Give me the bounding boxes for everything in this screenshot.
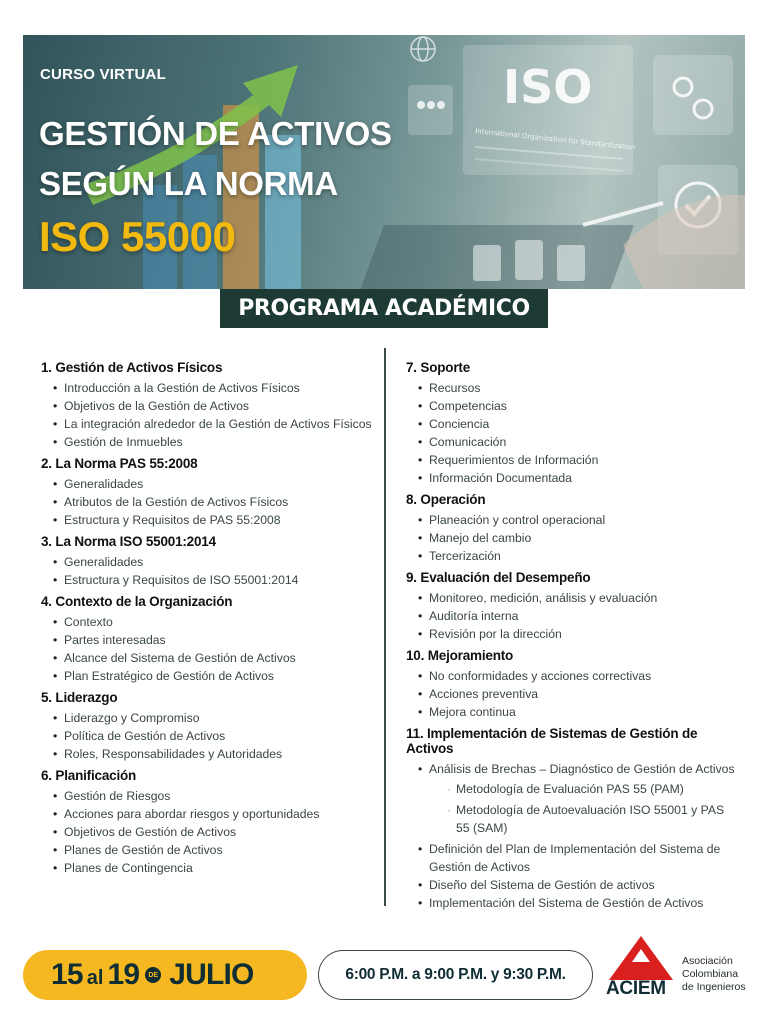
globe-icon [411,37,435,61]
section-topic-list [41,379,376,451]
program-section [41,534,376,589]
topic-item: • Partes interesadas [53,631,376,649]
program-section [41,768,376,877]
section-title: 3. La Norma ISO 55001:2014 [41,534,216,549]
screen-org-text: International Organization for Standardization [474,127,636,152]
section-topic-list [41,787,376,877]
date-end: 19 [107,958,140,991]
section-title: 6. Planificación [41,768,137,783]
column-divider [384,348,386,906]
topic-item: • Contexto [53,613,376,631]
topic-item: • Política de Gestión de Activos [53,727,376,745]
pen-graphic [583,203,663,225]
topic-item: • Estructura y Requisitos de PAS 55:2008 [53,511,376,529]
org-line-1: Asociación [682,955,733,967]
date-start: 15 [51,958,83,991]
topic-item: • Planeación y control operacional [418,511,736,529]
topic-item: • Atributos de la Gestión de Activos Físicos [53,493,376,511]
hero-banner [23,35,745,289]
section-title: 5. Liderazgo [41,690,118,705]
topic-item: • Implementación del Sistema de Gestión de Activos [418,894,736,912]
aciem-triangle-icon [608,935,674,981]
date-badge [23,950,307,1000]
course-type-label: CURSO VIRTUAL [40,66,166,83]
topic-item: • Objetivos de la Gestión de Activos [53,397,376,415]
topic-item: • Tercerización [418,547,736,565]
topic-item: • Competencias [418,397,736,415]
topic-item: • Definición del Plan de Implementación del Sistema de Gestión de Activos [418,840,736,876]
section-title: 2. La Norma PAS 55:2008 [41,456,198,471]
topic-item: • Roles, Responsabilidades y Autoridades [53,745,376,763]
date-month: JULIO [169,958,254,991]
topic-item [418,760,736,837]
topic-item: • Generalidades [53,475,376,493]
program-section [41,360,376,451]
topic-item: • Acciones preventiva [418,685,736,703]
subtopic-list [429,780,736,837]
section-topic-list [406,760,736,912]
topic-item: • Conciencia [418,415,736,433]
section-topic-list [406,379,736,487]
section-topic-list [41,613,376,685]
topic-item: • Alcance del Sistema de Gestión de Activos [53,649,376,667]
section-topic-list [41,553,376,589]
program-right-column [406,360,736,917]
org-line-2: Colombiana [682,968,739,980]
topic-item: • Plan Estratégico de Gestión de Activos [53,667,376,685]
logo-wordmark: ACIEM [606,978,666,999]
section-title: 9. Evaluación del Desempeño [406,570,591,585]
program-section [406,360,736,487]
topic-item: • Planes de Contingencia [53,859,376,877]
program-section [406,570,736,643]
topic-item: • Requerimientos de Información [418,451,736,469]
topic-item: • Diseño del Sistema de Gestión de activos [418,876,736,894]
section-title: 11. Implementación de Sistemas de Gestión de Activos [406,726,698,756]
people-icon [417,101,445,109]
program-section [406,726,736,912]
program-left-column [41,360,376,882]
topic-item: • La integración alrededor de la Gestión de Activos Físicos [53,415,376,433]
hero-title-iso: ISO 55000 [39,213,236,260]
program-section [41,690,376,763]
hero-title-line1: GESTIÓN DE ACTIVOS [39,115,392,152]
section-topic-list [41,709,376,763]
section-title: 1. Gestión de Activos Físicos [41,360,223,375]
section-topic-list [406,667,736,721]
subtopic-item: · Metodología de Autoevaluación ISO 55001 y PAS 55 (SAM) [447,801,736,837]
topic-item: • Generalidades [53,553,376,571]
topic-item: • Objetivos de Gestión de Activos [53,823,376,841]
topic-item: • Auditoría interna [418,607,736,625]
topic-item: • Mejora continua [418,703,736,721]
topic-item: • Liderazgo y Compromiso [53,709,376,727]
date-de-badge: DE [145,967,161,983]
section-topic-list [406,589,736,643]
section-topic-list [406,511,736,565]
org-line-3: de Ingenieros [682,981,746,993]
program-section [406,648,736,721]
program-section [41,456,376,529]
program-section [406,492,736,565]
topic-item: • Introducción a la Gestión de Activos Físicos [53,379,376,397]
section-topic-list [41,475,376,529]
hero-title-line2: SEGÚN LA NORMA [39,165,338,202]
subtopic-item: · Metodología de Evaluación PAS 55 (PAM) [447,780,736,798]
program-section [41,594,376,685]
topic-item: • Revisión por la dirección [418,625,736,643]
section-title: 7. Soporte [406,360,471,375]
topic-item: • Planes de Gestión de Activos [53,841,376,859]
program-title: PROGRAMA ACADÉMICO [220,289,548,328]
topic-item: • No conformidades y acciones correctivas [418,667,736,685]
topic-item-text: Análisis de Brechas – Diagnóstico de Gestión de Activos [429,762,735,776]
topic-item: • Monitoreo, medición, análisis y evaluación [418,589,736,607]
section-title: 10. Mejoramiento [406,648,514,663]
date-al: al [86,966,104,989]
section-title: 8. Operación [406,492,486,507]
topic-item: • Acciones para abordar riesgos y oportunidades [53,805,376,823]
topic-item: • Estructura y Requisitos de ISO 55001:2014 [53,571,376,589]
iso-screen-graphic [463,45,636,175]
organization-name [682,955,746,994]
screen-iso-text: ISO [503,60,593,114]
schedule-time: 6:00 P.M. a 9:00 P.M. y 9:30 P.M. [318,950,593,1000]
aciem-logo [606,935,746,1001]
section-title: 4. Contexto de la Organización [41,594,233,609]
topic-item: • Recursos [418,379,736,397]
topic-item: • Información Documentada [418,469,736,487]
topic-item: • Comunicación [418,433,736,451]
topic-item: • Manejo del cambio [418,529,736,547]
topic-item: • Gestión de Riesgos [53,787,376,805]
topic-item: • Gestión de Inmuebles [53,433,376,451]
